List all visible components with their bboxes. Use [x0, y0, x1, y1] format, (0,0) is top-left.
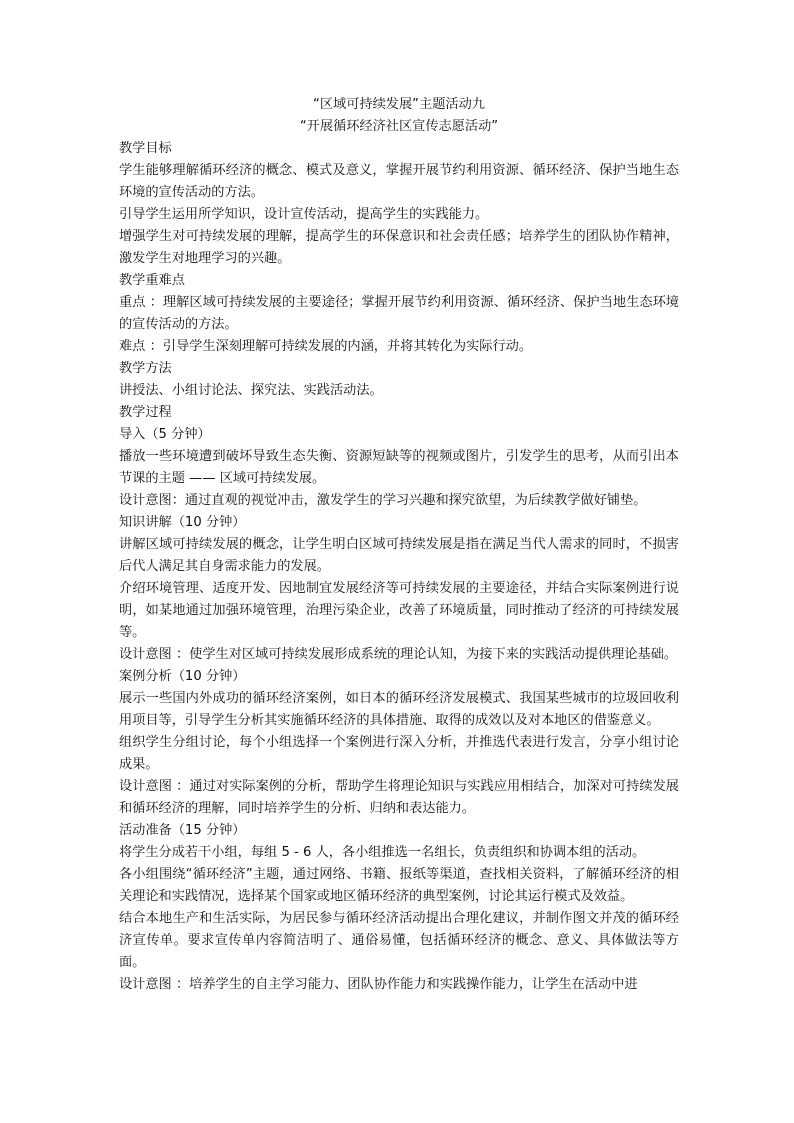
lecture-paragraph: 介绍环境管理、适度开发、因地制宜发展经济等可持续发展的主要途径，并结合实际案例进行说明，如某地通过加强环境管理，治理污染企业，改善了环境质量，同时推动了经济的可持续发展等。: [119, 581, 679, 640]
subsection-heading-cases: 案例分析（10 分钟）: [119, 669, 246, 684]
section-heading-goals: 教学目标: [119, 141, 172, 156]
cases-paragraph: 组织学生分组讨论，每个小组选择一个案例进行深入分析，并推选代表进行发言，分享小组讨论成果。: [119, 735, 679, 772]
lecture-paragraph: 讲解区域可持续发展的概念，让学生明白区域可持续发展是指在满足当代人需求的同时，不损害后代人满足其自身需求能力的发展。: [119, 537, 679, 574]
subsection-heading-lecture: 知识讲解（10 分钟）: [119, 515, 246, 530]
cases-design-intent: 设计意图 ：通过对实际案例的分析，帮助学生将理论知识与实践应用相结合，加深对可持续发展和循环经济的理解，同时培养学生的分析、归纳和表达能力。: [119, 779, 679, 816]
section-heading-key-points: 教学重难点: [119, 273, 185, 288]
cases-paragraph: 展示一些国内外成功的循环经济案例，如日本的循环经济发展模式、我国某些城市的垃圾回收利用项目等，引导学生分析其实施循环经济的具体措施、取得的成效以及对本地区的借鉴意义。: [119, 691, 679, 728]
document-page: [119, 94, 679, 996]
subsection-heading-prep: 活动准备（15 分钟）: [119, 823, 246, 838]
section-heading-methods: 教学方法: [119, 361, 172, 376]
goals-paragraph: 学生能够理解循环经济的概念、模式及意义，掌握开展节约利用资源、循环经济、保护当地生态环境的宣传活动的方法。: [119, 163, 679, 200]
key-point-paragraph: 重点 ：理解区域可持续发展的主要途径；掌握开展节约利用资源、循环经济、保护当地生态环境的宣传活动的方法。: [119, 295, 679, 332]
lecture-design-intent: 设计意图 ：使学生对区域可持续发展形成系统的理论认知，为接下来的实践活动提供理论基础。: [119, 647, 678, 662]
difficult-point-paragraph: 难点 ：引导学生深刻理解可持续发展的内涵，并将其转化为实际行动。: [119, 339, 533, 354]
section-heading-process: 教学过程: [119, 405, 172, 420]
prep-design-intent: 设计意图 ：培养学生的自主学习能力、团队协作能力和实践操作能力，让学生在活动中进: [119, 977, 638, 992]
intro-design-intent: 设计意图：通过直观的视觉冲击，激发学生的学习兴趣和探究欲望，为后续教学做好铺垫。: [119, 493, 647, 508]
subsection-heading-intro: 导入（5 分钟）: [119, 427, 211, 442]
prep-paragraph: 结合本地生产和生活实际，为居民参与循环经济活动提出合理化建议，并制作图文并茂的循环经济宣传单。要求宣传单内容简洁明了、通俗易懂，包括循环经济的概念、意义、具体做法等方面。: [119, 911, 679, 970]
document-title-line-2: “开展循环经济社区宣传志愿活动”: [299, 119, 499, 134]
goals-paragraph: 引导学生运用所学知识，设计宣传活动，提高学生的实践能力。: [119, 207, 489, 222]
prep-paragraph: 将学生分成若干小组，每组 5 - 6 人，各小组推选一名组长，负责组织和协调本组的活动。: [119, 845, 646, 860]
prep-paragraph: 各小组围绕“循环经济”主题，通过网络、书籍、报纸等渠道，查找相关资料，了解循环经济的相关理论和实践情况，选择某个国家或地区循环经济的典型案例，讨论其运行模式及效益。: [119, 867, 679, 904]
intro-paragraph: 播放一些环境遭到破坏导致生态失衡、资源短缺等的视频或图片，引发学生的思考，从而引出本节课的主题 —— 区域可持续发展。: [119, 449, 679, 486]
document-title-line-1: “区域可持续发展”主题活动九: [313, 97, 485, 112]
goals-paragraph: 增强学生对可持续发展的理解，提高学生的环保意识和社会责任感；培养学生的团队协作精神，激发学生对地理学习的兴趣。: [119, 229, 679, 266]
methods-paragraph: 讲授法、小组讨论法、探究法、实践活动法。: [119, 383, 383, 398]
